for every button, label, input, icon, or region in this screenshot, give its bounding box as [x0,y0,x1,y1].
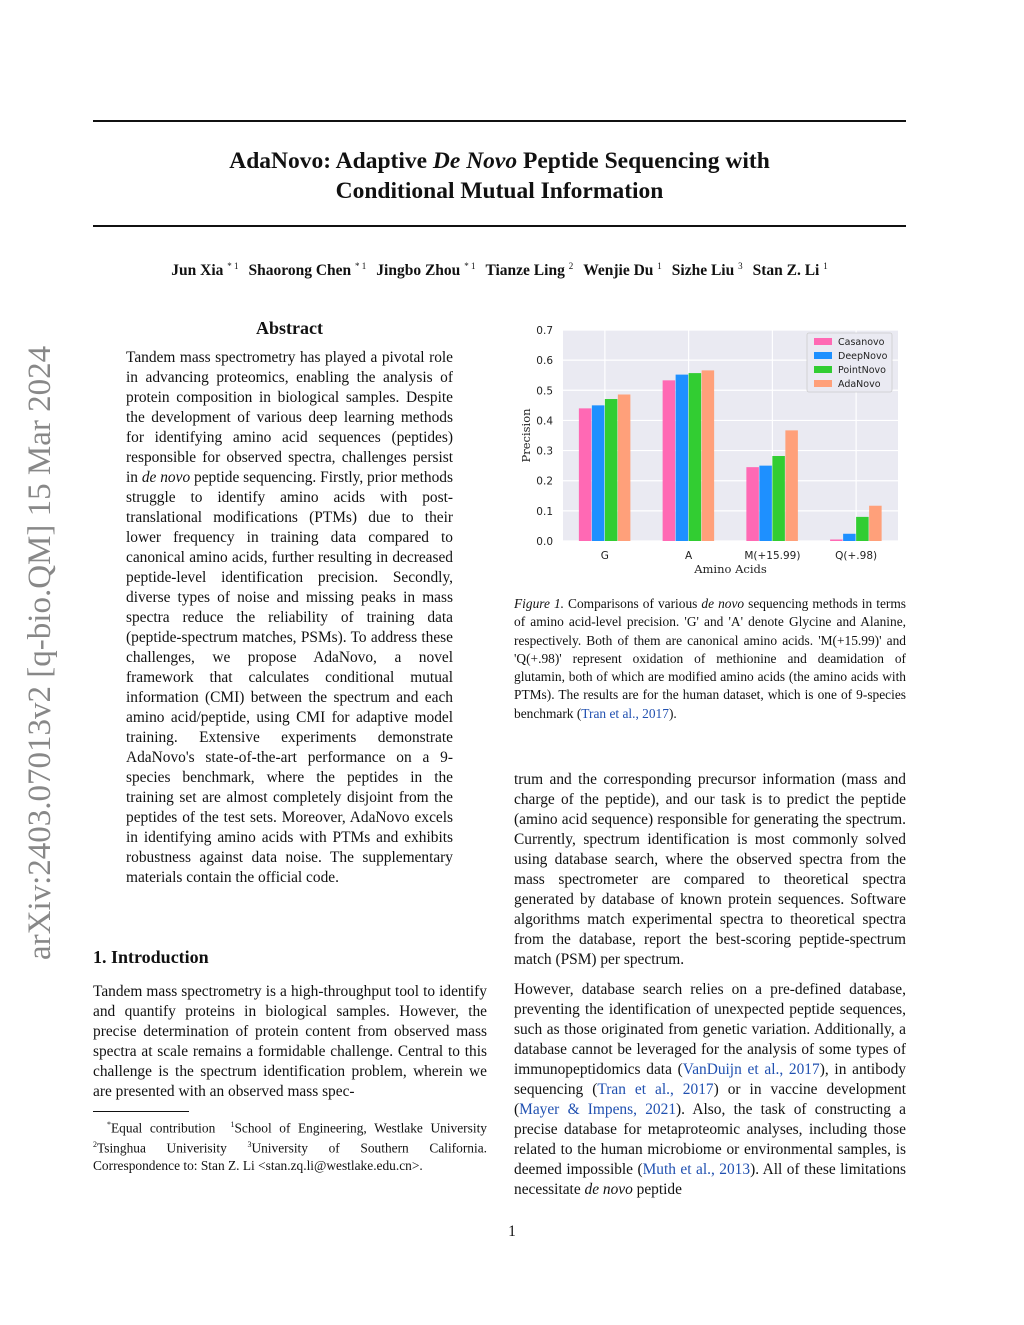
bar-pointnovo [605,399,618,541]
bar-casanovo [746,467,759,541]
legend-label: Casanovo [838,337,885,348]
x-tick-label: A [685,550,693,562]
bar-adanovo [618,395,631,541]
bar-pointnovo [772,456,785,541]
title-bottom-rule [93,225,906,227]
bar-casanovo [663,380,676,541]
y-tick-label: 0.0 [536,536,553,548]
top-rule [93,120,906,122]
bar-adanovo [785,430,798,541]
right-column-text: trum and the corresponding precursor information (mass and charge of the peptide), and our task is to predict the peptide (amino acid sequence) responsible for generating the spectrum. Currently, spectrum identification is most commonly solved using database search, where the observed spectra from the mass spectrometer are compared to theoretical spectra generated by database of known protein sequences. Software algorithms match experimental spectra to theoretical spectra from the database, report the best-scoring peptide-spectrum match (PSM) per spectrum. However, database search relies on a pre-defined database, preventing the identification of unexpected peptide sequences, such as those originated from genetic variation. Additionally, a database cannot be leveraged for the analysis of some types of immunopeptidomics data (VanDuijn et al., 2017), in antibody sequencing (Tran et al., 2017) or in vaccine development (Mayer & Impens, 2021). Also, the task of constructing a precise database for metaproteomic analyses, including those related to the human microbiome or environmental samples, is deemed impossible (Muth et al., 2013). All of these limitations necessitate de novo peptide [514,771,907,1198]
bar-deepnovo [759,466,772,541]
x-tick-label: Q(+.98) [835,550,878,562]
y-tick-label: 0.5 [536,385,553,398]
legend-swatch [814,338,832,345]
precision-bar-chart [505,318,905,580]
y-tick-label: 0.2 [536,475,553,488]
author-list [93,261,906,280]
y-tick-label: 0.3 [536,445,553,458]
author: Jingbo Zhou $^{* 1}$ [376,261,476,280]
legend-swatch [814,380,832,387]
legend-label: AdaNovo [838,379,881,390]
bar-deepnovo [592,405,605,541]
bar-deepnovo [843,534,856,541]
x-tick-label: M(+15.99) [744,550,801,562]
legend-label: DeepNovo [838,351,888,362]
author: Stan Z. Li $^1$ [752,261,828,280]
footnote-rule [93,1111,189,1112]
abstract-heading: Abstract [256,318,323,338]
bar-casanovo [579,408,592,541]
legend-swatch [814,366,832,373]
bar-pointnovo [856,517,869,541]
y-tick-label: 0.4 [536,415,553,428]
bar-casanovo [830,539,843,541]
page-number: 1 [508,1223,516,1240]
legend-label: PointNovo [838,365,886,376]
x-axis-label: Amino Acids [694,562,767,576]
legend-swatch [814,352,832,359]
citation-link[interactable]: VanDuijn et al., 2017 [682,1061,820,1078]
abstract-text: Tandem mass spectrometry has played a pivotal role in advancing proteomics, enabling the analysis of protein composition in biological samples. Despite the development of various deep learning methods for identifying amino acid sequences (peptides) responsible for observed spectra, challenges persist in de novo peptide sequencing. Firstly, prior methods struggle to identify amino acids with post-translational modifications (PTMs) due to their lower frequency in training data compared to canonical amino acids, further resulting in decreased peptide-level identification precision. Secondly, diverse types of noise and missing peaks in mass spectra reduce the reliability of training data (peptide-spectrum matches, PSMs). To address these challenges, we propose AdaNovo, a novel framework that calculates conditional mutual information (CMI) between the spectrum and each amino acid/peptide, using CMI for adaptive model training. Extensive experiments demonstrate AdaNovo's state-of-the-art performance on a 9-species benchmark, where the peptides in the training set are almost completely disjoint from the peptides of the test sets. Moreover, AdaNovo excels in identifying amino acids with PTMs and exhibits robustness against data noise. The supplementary materials contain the official code. [126,349,453,886]
citation-link[interactable]: Muth et al., 2013 [642,1161,751,1178]
author: Jun Xia $^{* 1}$ [171,261,239,280]
bar-deepnovo [676,375,689,541]
citation-link[interactable]: Tran et al., 2017 [581,705,669,721]
author: Shaorong Chen $^{* 1}$ [248,261,367,280]
author: Tianze Ling $^2$ [485,261,574,280]
author: Wenjie Du $^1$ [583,261,662,280]
bar-adanovo [702,370,715,541]
x-tick-label: G [600,550,609,562]
figure-caption: Figure 1. Comparisons of various de novo sequencing methods in terms of amino acid-level precision. 'G' and 'A' denote Glycine and Alanine, respectively. Both of them are canonical amino acids. 'M(+15.99)' and 'Q(+.98)' represent oxidation of methionine and deamidation of glutamin, both of which are modified amino acids (the amino acids with PTMs). The results are for the human dataset, which is one of 9-species benchmark (Tran et al., 2017). [514,596,907,721]
y-tick-label: 0.7 [536,325,553,337]
bar-adanovo [869,506,882,541]
y-tick-label: 0.1 [536,505,553,518]
author: Sizhe Liu $^3$ [671,261,743,280]
bar-pointnovo [689,373,702,541]
arxiv-stamp: arXiv:2403.07013v2 [q-bio.QM] 15 Mar 2024 [22,345,58,960]
paper-title: AdaNovo: Adaptive De Novo Peptide Sequencing with Conditional Mutual Information [229,148,770,204]
y-axis-label: Precision [519,408,533,463]
citation-link[interactable]: Mayer & Impens, 2021 [519,1101,677,1118]
intro-text: Tandem mass spectrometry is a high-throughput tool to identify and quantify proteins in biological samples. However, the precise determination of protein content from observed mass spectra at scale remains a formidable challenge. Central to this challenge is the spectrum identification problem, wherein we are presented with an observed mass spec- [93,983,487,1100]
footnote: *Equal contribution $^1$School of Engineering, Westlake University $^2$Tsinghua Univerisity $^3$University of Southern California. Correspondence to: Stan Z. Li <stan.zq.li@westlake.edu.cn>. [93,1120,488,1173]
y-tick-label: 0.6 [536,355,553,368]
citation-link[interactable]: Tran et al., 2017 [597,1081,714,1098]
intro-heading: 1. Introduction [93,947,209,967]
